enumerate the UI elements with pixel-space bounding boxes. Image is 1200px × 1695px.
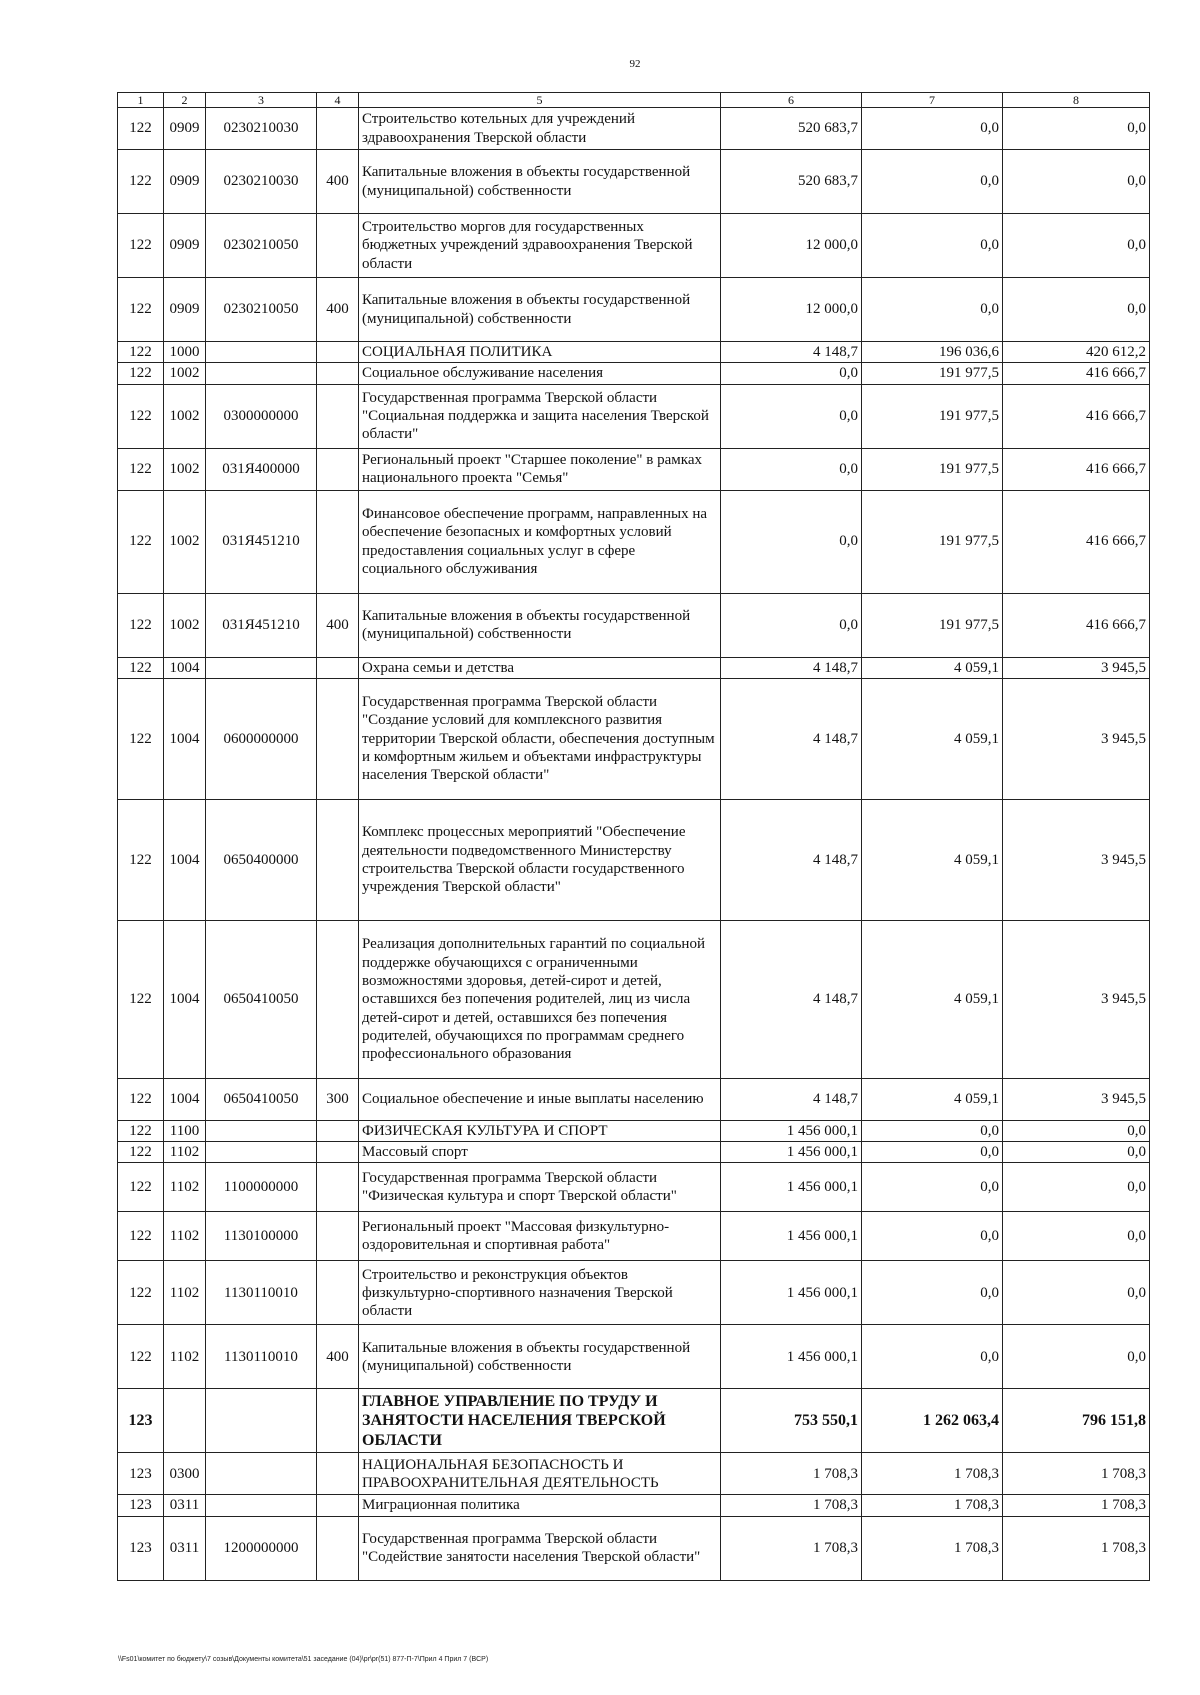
cell-admin-code: 122 (118, 920, 164, 1078)
cell-expense-type (317, 920, 359, 1078)
header-col-5: 5 (359, 93, 721, 108)
cell-description: НАЦИОНАЛЬНАЯ БЕЗОПАСНОСТЬ И ПРАВООХРАНИТЕЛЬНАЯ ДЕЯТЕЛЬНОСТЬ (359, 1453, 721, 1495)
page-number: 92 (629, 58, 641, 70)
cell-description: Охрана семьи и детства (359, 657, 721, 678)
table-row (118, 920, 1150, 1078)
cell-admin-code: 122 (118, 1212, 164, 1261)
cell-amount-col7: 1 708,3 (862, 1516, 1003, 1580)
cell-section-code: 1102 (164, 1212, 206, 1261)
cell-admin-code: 122 (118, 1261, 164, 1325)
table-row (118, 1261, 1150, 1325)
cell-amount-col7: 0,0 (862, 1163, 1003, 1212)
cell-admin-code: 122 (118, 384, 164, 448)
table-header-row (118, 93, 1150, 108)
cell-expense-type (317, 1516, 359, 1580)
cell-description: Социальное обслуживание населения (359, 363, 721, 384)
header-col-6: 6 (721, 93, 862, 108)
cell-description: Строительство и реконструкция объектов физкультурно-спортивного назначения Тверской области (359, 1261, 721, 1325)
cell-expense-type (317, 1453, 359, 1495)
table-row (118, 1325, 1150, 1389)
cell-amount-col6: 1 456 000,1 (721, 1120, 862, 1141)
cell-amount-col6: 0,0 (721, 593, 862, 657)
cell-expense-type (317, 1120, 359, 1141)
cell-expense-type (317, 448, 359, 490)
table-row (118, 384, 1150, 448)
cell-admin-code: 122 (118, 490, 164, 593)
cell-target-code: 1100000000 (206, 1163, 317, 1212)
cell-amount-col8: 416 666,7 (1003, 490, 1150, 593)
table-row (118, 278, 1150, 342)
cell-amount-col6: 0,0 (721, 448, 862, 490)
cell-expense-type (317, 108, 359, 150)
cell-amount-col6: 1 456 000,1 (721, 1261, 862, 1325)
header-col-3: 3 (206, 93, 317, 108)
cell-admin-code: 122 (118, 657, 164, 678)
cell-target-code: 031Я400000 (206, 448, 317, 490)
cell-amount-col8: 3 945,5 (1003, 657, 1150, 678)
cell-amount-col8: 416 666,7 (1003, 593, 1150, 657)
cell-admin-code: 122 (118, 799, 164, 920)
cell-description: Строительство котельных для учреждений здравоохранения Тверской области (359, 108, 721, 150)
cell-amount-col7: 0,0 (862, 150, 1003, 214)
cell-amount-col8: 420 612,2 (1003, 342, 1150, 363)
cell-amount-col6: 1 708,3 (721, 1453, 862, 1495)
cell-section-code: 1002 (164, 593, 206, 657)
cell-amount-col7: 1 708,3 (862, 1495, 1003, 1516)
cell-amount-col8: 1 708,3 (1003, 1453, 1150, 1495)
cell-description: Региональный проект "Массовая физкультурно-оздоровительная и спортивная работа" (359, 1212, 721, 1261)
cell-expense-type (317, 1495, 359, 1516)
cell-amount-col7: 191 977,5 (862, 593, 1003, 657)
table-row (118, 799, 1150, 920)
cell-section-code: 1004 (164, 920, 206, 1078)
table-row (118, 593, 1150, 657)
cell-section-code: 0909 (164, 214, 206, 278)
header-col-8: 8 (1003, 93, 1150, 108)
cell-description: СОЦИАЛЬНАЯ ПОЛИТИКА (359, 342, 721, 363)
cell-expense-type (317, 1212, 359, 1261)
cell-description: Капитальные вложения в объекты государственной (муниципальной) собственности (359, 278, 721, 342)
cell-amount-col8: 3 945,5 (1003, 678, 1150, 799)
cell-amount-col7: 0,0 (862, 1142, 1003, 1163)
cell-target-code: 1200000000 (206, 1516, 317, 1580)
cell-description: Социальное обеспечение и иные выплаты населению (359, 1078, 721, 1120)
cell-amount-col8: 3 945,5 (1003, 1078, 1150, 1120)
cell-admin-code: 122 (118, 1120, 164, 1141)
cell-admin-code: 123 (118, 1516, 164, 1580)
cell-section-code: 1102 (164, 1163, 206, 1212)
cell-expense-type (317, 363, 359, 384)
cell-amount-col8: 0,0 (1003, 1325, 1150, 1389)
cell-expense-type (317, 214, 359, 278)
cell-section-code: 1102 (164, 1325, 206, 1389)
cell-target-code: 0230210030 (206, 150, 317, 214)
cell-expense-type (317, 657, 359, 678)
cell-admin-code: 123 (118, 1495, 164, 1516)
cell-section-code: 1004 (164, 678, 206, 799)
cell-amount-col7: 191 977,5 (862, 363, 1003, 384)
cell-amount-col7: 0,0 (862, 1261, 1003, 1325)
cell-section-code: 1102 (164, 1142, 206, 1163)
cell-section-code: 1100 (164, 1120, 206, 1141)
cell-target-code: 0600000000 (206, 678, 317, 799)
cell-amount-col8: 0,0 (1003, 278, 1150, 342)
cell-section-code: 0909 (164, 108, 206, 150)
cell-amount-col6: 4 148,7 (721, 678, 862, 799)
cell-target-code (206, 1453, 317, 1495)
table-row (118, 214, 1150, 278)
cell-amount-col8: 1 708,3 (1003, 1516, 1150, 1580)
cell-target-code: 0230210050 (206, 278, 317, 342)
cell-admin-code: 122 (118, 448, 164, 490)
cell-admin-code: 122 (118, 593, 164, 657)
cell-target-code: 1130100000 (206, 1212, 317, 1261)
cell-amount-col7: 4 059,1 (862, 799, 1003, 920)
cell-admin-code: 122 (118, 214, 164, 278)
cell-amount-col8: 3 945,5 (1003, 920, 1150, 1078)
table-row (118, 1516, 1150, 1580)
cell-amount-col6: 1 456 000,1 (721, 1325, 862, 1389)
cell-expense-type: 400 (317, 1325, 359, 1389)
table-row (118, 657, 1150, 678)
cell-amount-col7: 1 262 063,4 (862, 1389, 1003, 1453)
cell-section-code: 1004 (164, 799, 206, 920)
cell-expense-type (317, 678, 359, 799)
cell-description: Финансовое обеспечение программ, направленных на обеспечение безопасных и комфортных условий предоставления социальных услуг в сфере социального обслуживания (359, 490, 721, 593)
cell-amount-col6: 12 000,0 (721, 214, 862, 278)
cell-section-code: 1002 (164, 363, 206, 384)
cell-section-code: 1002 (164, 490, 206, 593)
cell-target-code: 0650400000 (206, 799, 317, 920)
cell-amount-col6: 4 148,7 (721, 920, 862, 1078)
cell-amount-col6: 1 708,3 (721, 1516, 862, 1580)
cell-amount-col8: 0,0 (1003, 1163, 1150, 1212)
cell-amount-col6: 0,0 (721, 490, 862, 593)
cell-target-code (206, 363, 317, 384)
header-col-1: 1 (118, 93, 164, 108)
cell-description: Государственная программа Тверской области "Социальная поддержка и защита населения Тверской области" (359, 384, 721, 448)
cell-description: Реализация дополнительных гарантий по социальной поддержке обучающихся с ограниченными возможностями здоровья, детей-сирот и детей, оставшихся без попечения родителей, лиц из числа детей-сирот и детей, оставшихся без попечения родителей, обучающихся по программам среднего профессионального образования (359, 920, 721, 1078)
cell-target-code: 0650410050 (206, 920, 317, 1078)
cell-target-code (206, 342, 317, 363)
cell-amount-col7: 4 059,1 (862, 657, 1003, 678)
cell-section-code: 1002 (164, 448, 206, 490)
cell-admin-code: 122 (118, 1142, 164, 1163)
cell-target-code (206, 1142, 317, 1163)
cell-section-code: 0311 (164, 1495, 206, 1516)
cell-description: ГЛАВНОЕ УПРАВЛЕНИЕ ПО ТРУДУ И ЗАНЯТОСТИ НАСЕЛЕНИЯ ТВЕРСКОЙ ОБЛАСТИ (359, 1389, 721, 1453)
table-row (118, 490, 1150, 593)
cell-expense-type: 400 (317, 593, 359, 657)
cell-expense-type: 300 (317, 1078, 359, 1120)
table-row (118, 363, 1150, 384)
cell-amount-col6: 1 456 000,1 (721, 1212, 862, 1261)
cell-description: Региональный проект "Старшее поколение" в рамках национального проекта "Семья" (359, 448, 721, 490)
cell-amount-col7: 4 059,1 (862, 678, 1003, 799)
cell-amount-col8: 0,0 (1003, 1261, 1150, 1325)
cell-expense-type: 400 (317, 278, 359, 342)
cell-admin-code: 123 (118, 1389, 164, 1453)
table-row (118, 342, 1150, 363)
cell-amount-col7: 191 977,5 (862, 448, 1003, 490)
cell-amount-col6: 520 683,7 (721, 108, 862, 150)
table-row (118, 1142, 1150, 1163)
cell-admin-code: 122 (118, 363, 164, 384)
cell-amount-col7: 4 059,1 (862, 920, 1003, 1078)
cell-amount-col7: 4 059,1 (862, 1078, 1003, 1120)
cell-amount-col8: 0,0 (1003, 150, 1150, 214)
cell-amount-col7: 0,0 (862, 1325, 1003, 1389)
cell-amount-col6: 1 456 000,1 (721, 1163, 862, 1212)
cell-amount-col6: 4 148,7 (721, 799, 862, 920)
cell-target-code: 1130110010 (206, 1261, 317, 1325)
table-row (118, 448, 1150, 490)
cell-section-code (164, 1389, 206, 1453)
cell-section-code: 1000 (164, 342, 206, 363)
cell-expense-type (317, 342, 359, 363)
cell-section-code: 1102 (164, 1261, 206, 1325)
cell-target-code: 0300000000 (206, 384, 317, 448)
cell-admin-code: 122 (118, 678, 164, 799)
cell-amount-col8: 0,0 (1003, 1142, 1150, 1163)
cell-amount-col6: 1 708,3 (721, 1495, 862, 1516)
cell-amount-col8: 3 945,5 (1003, 799, 1150, 920)
cell-amount-col6: 0,0 (721, 363, 862, 384)
cell-target-code: 0230210030 (206, 108, 317, 150)
cell-amount-col6: 4 148,7 (721, 342, 862, 363)
cell-amount-col7: 1 708,3 (862, 1453, 1003, 1495)
cell-amount-col8: 416 666,7 (1003, 363, 1150, 384)
cell-target-code (206, 657, 317, 678)
table-row (118, 150, 1150, 214)
cell-amount-col8: 0,0 (1003, 1120, 1150, 1141)
budget-table (117, 92, 1150, 1581)
cell-amount-col6: 12 000,0 (721, 278, 862, 342)
cell-section-code: 1004 (164, 1078, 206, 1120)
cell-expense-type (317, 490, 359, 593)
cell-description: Комплекс процессных мероприятий "Обеспечение деятельности подведомственного Министерству строительства Тверской области государственного учреждения Тверской области" (359, 799, 721, 920)
cell-admin-code: 122 (118, 1078, 164, 1120)
cell-section-code: 0909 (164, 278, 206, 342)
table-row (118, 1453, 1150, 1495)
cell-admin-code: 122 (118, 150, 164, 214)
cell-amount-col8: 1 708,3 (1003, 1495, 1150, 1516)
cell-amount-col8: 796 151,8 (1003, 1389, 1150, 1453)
cell-section-code: 0909 (164, 150, 206, 214)
table-row (118, 1163, 1150, 1212)
cell-expense-type: 400 (317, 150, 359, 214)
cell-amount-col7: 191 977,5 (862, 490, 1003, 593)
cell-admin-code: 122 (118, 108, 164, 150)
header-col-7: 7 (862, 93, 1003, 108)
cell-description: Государственная программа Тверской области "Физическая культура и спорт Тверской области" (359, 1163, 721, 1212)
cell-description: Массовый спорт (359, 1142, 721, 1163)
table-row (118, 1389, 1150, 1453)
cell-amount-col7: 0,0 (862, 214, 1003, 278)
cell-amount-col8: 0,0 (1003, 214, 1150, 278)
table-row (118, 1495, 1150, 1516)
table-row (118, 678, 1150, 799)
cell-amount-col8: 416 666,7 (1003, 384, 1150, 448)
cell-amount-col8: 0,0 (1003, 108, 1150, 150)
cell-target-code: 031Я451210 (206, 490, 317, 593)
cell-amount-col6: 0,0 (721, 384, 862, 448)
cell-target-code: 1130110010 (206, 1325, 317, 1389)
header-col-4: 4 (317, 93, 359, 108)
cell-expense-type (317, 1142, 359, 1163)
cell-amount-col7: 0,0 (862, 278, 1003, 342)
table-row (118, 1078, 1150, 1120)
cell-amount-col7: 0,0 (862, 1212, 1003, 1261)
cell-target-code: 0230210050 (206, 214, 317, 278)
cell-admin-code: 123 (118, 1453, 164, 1495)
cell-description: Государственная программа Тверской области "Содействие занятости населения Тверской области" (359, 1516, 721, 1580)
cell-description: Капитальные вложения в объекты государственной (муниципальной) собственности (359, 1325, 721, 1389)
cell-expense-type (317, 1163, 359, 1212)
cell-description: Капитальные вложения в объекты государственной (муниципальной) собственности (359, 593, 721, 657)
cell-amount-col8: 416 666,7 (1003, 448, 1150, 490)
cell-expense-type (317, 1261, 359, 1325)
cell-amount-col6: 4 148,7 (721, 1078, 862, 1120)
cell-description: Строительство моргов для государственных бюджетных учреждений здравоохранения Тверской области (359, 214, 721, 278)
file-path-footer: \\Fs01\комитет по бюджету\7 созыв\Документы комитета\51 заседание (04)\pr\pr(51) 877-П-7\Прил 4 Прил 7 (BCP) (118, 1656, 489, 1663)
table-row (118, 1120, 1150, 1141)
cell-section-code: 1004 (164, 657, 206, 678)
cell-description: ФИЗИЧЕСКАЯ КУЛЬТУРА И СПОРТ (359, 1120, 721, 1141)
table-row (118, 1212, 1150, 1261)
cell-admin-code: 122 (118, 278, 164, 342)
cell-expense-type (317, 1389, 359, 1453)
cell-section-code: 0311 (164, 1516, 206, 1580)
table-row (118, 108, 1150, 150)
cell-amount-col6: 4 148,7 (721, 657, 862, 678)
cell-amount-col6: 1 456 000,1 (721, 1142, 862, 1163)
table-body (118, 108, 1150, 1581)
cell-expense-type (317, 799, 359, 920)
cell-amount-col7: 0,0 (862, 1120, 1003, 1141)
cell-amount-col7: 196 036,6 (862, 342, 1003, 363)
cell-target-code: 031Я451210 (206, 593, 317, 657)
cell-section-code: 0300 (164, 1453, 206, 1495)
header-col-2: 2 (164, 93, 206, 108)
cell-amount-col8: 0,0 (1003, 1212, 1150, 1261)
cell-target-code (206, 1120, 317, 1141)
cell-target-code: 0650410050 (206, 1078, 317, 1120)
cell-amount-col7: 191 977,5 (862, 384, 1003, 448)
cell-amount-col6: 520 683,7 (721, 150, 862, 214)
cell-target-code (206, 1389, 317, 1453)
cell-section-code: 1002 (164, 384, 206, 448)
cell-admin-code: 122 (118, 1325, 164, 1389)
cell-amount-col7: 0,0 (862, 108, 1003, 150)
cell-description: Государственная программа Тверской области "Создание условий для комплексного развития территории Тверской области, обеспечения доступным и комфортным жильем и объектами инфраструктуры населения Тверской области" (359, 678, 721, 799)
cell-description: Капитальные вложения в объекты государственной (муниципальной) собственности (359, 150, 721, 214)
cell-expense-type (317, 384, 359, 448)
cell-amount-col6: 753 550,1 (721, 1389, 862, 1453)
cell-admin-code: 122 (118, 1163, 164, 1212)
cell-admin-code: 122 (118, 342, 164, 363)
cell-description: Миграционная политика (359, 1495, 721, 1516)
cell-target-code (206, 1495, 317, 1516)
